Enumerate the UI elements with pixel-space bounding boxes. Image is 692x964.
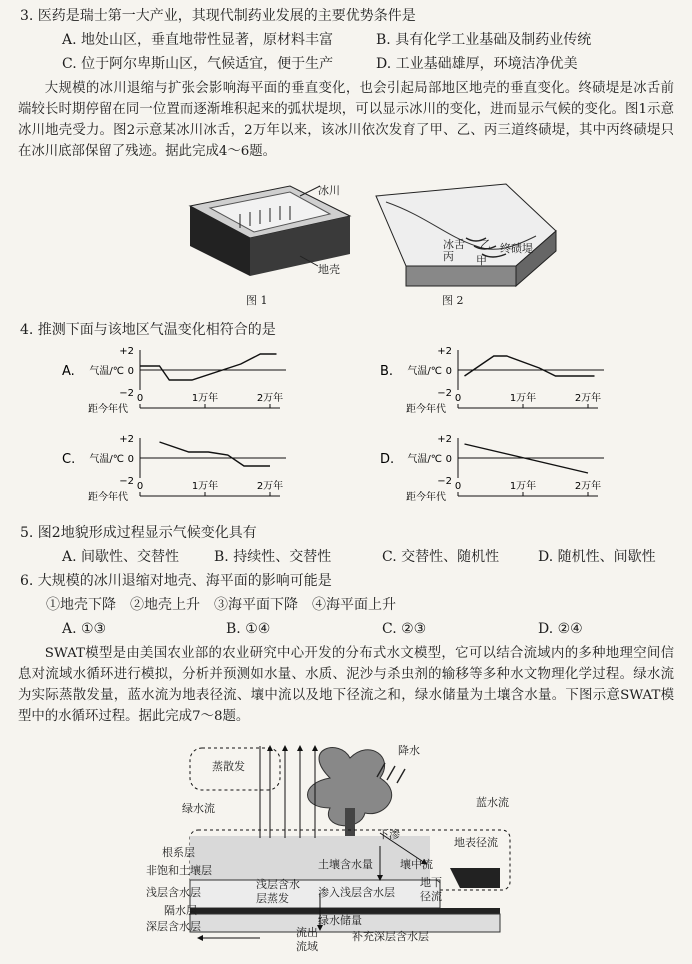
y-tick-top: +2 — [119, 434, 134, 445]
x-tick-label-1: 1万年 — [509, 393, 537, 404]
y-tick-mid: 0 — [445, 366, 452, 377]
y-axis-label: 气温/℃ — [407, 366, 442, 377]
y-axis-label: 气温/℃ — [89, 454, 124, 465]
fig2-label-jia: 甲 — [476, 254, 487, 267]
option-letter: B. — [380, 364, 394, 379]
q4-option-b-chart[interactable] — [378, 344, 638, 428]
y-tick-mid: 0 — [127, 366, 134, 377]
fig1-label-crust: 地壳 — [318, 263, 340, 276]
swat-shallow-aquifer-label: 浅层含水层 — [146, 886, 201, 899]
y-tick-bot: −2 — [437, 476, 452, 487]
x-tick-label-0: 0 — [136, 393, 144, 404]
option-letter: C. — [62, 452, 76, 467]
x-tick-label-1: 1万年 — [191, 481, 219, 492]
swat-root-layer-label: 根系层 — [162, 846, 195, 859]
x-tick-label-0: 0 — [136, 481, 144, 492]
swat-soil-water-label: 土壤含水量 — [318, 858, 373, 871]
passage-swat: SWAT模型是由美国农业部的农业研究中心开发的分布式水文模型，它可以结合流域内的多种地理空间信息对流域水循环进行模拟，分析并预测如水量、水质、泥沙与杀虫剂的输移等多种水文物理化学过程。绿水流为实际蒸散发量，蓝水流为地表径流、壤中流以及地下径流之和，绿水储量为土壤含水量。下图示意SWAT模型中的水循环过程。据此完成7～8题。 — [18, 646, 674, 724]
y-tick-top: +2 — [437, 434, 452, 445]
q5-stem: 5. 图2地貌形成过程显示气候变化具有 — [20, 525, 257, 541]
q4-chart-svg — [378, 432, 638, 516]
swat-rain-label: 降水 — [398, 744, 420, 757]
q3-option-d[interactable]: D. 工业基础雄厚，环境洁净优美 — [376, 56, 578, 72]
q3-stem: 3. 医药是瑞士第一大产业，其现代制药业发展的主要优势条件是 — [20, 8, 416, 24]
passage-glacier: 大规模的冰川退缩与扩张会影响海平面的垂直变化，也会引起局部地区地壳的垂直变化。终碛堤是冰舌前端较长时期停留在同一位置而逐渐堆积起来的弧状堤坝，可以显示冰川的变化，进而显示气候的变化。图1示意冰川地壳受力。图2示意某冰川冰舌，2万年以来，该冰川依次发育了甲、乙、丙三道终碛堤，其中丙终碛堤只在冰川底部保留了残迹。据此完成4～6题。 — [18, 81, 674, 159]
q5-option-c[interactable]: C. 交替性、随机性 — [382, 549, 500, 565]
q5-option-d[interactable]: D. 随机性、间歇性 — [538, 549, 656, 565]
y-tick-mid: 0 — [127, 454, 134, 465]
q5-option-b[interactable]: B. 持续性、交替性 — [214, 549, 332, 565]
series-line — [140, 354, 277, 380]
q4-option-d-chart[interactable] — [378, 432, 638, 516]
y-axis-label: 气温/℃ — [89, 366, 124, 377]
swat-shallow-evap-2: 层蒸发 — [256, 892, 289, 905]
swat-interflow-label: 壤中流 — [400, 858, 433, 871]
x-tick-label-2: 2万年 — [256, 393, 284, 404]
q3-option-b[interactable]: B. 具有化学工业基础及制药业传统 — [376, 32, 592, 48]
q6-stem: 6. 大规模的冰川退缩对地壳、海平面的影响可能是 — [20, 573, 332, 589]
swat-unsat-soil-label: 非饱和土壤层 — [146, 864, 212, 877]
fig2-label-yi: 乙 — [480, 238, 491, 251]
q4-chart-svg — [60, 432, 320, 516]
q4-stem: 4. 推测下面与该地区气温变化相符合的是 — [20, 322, 276, 338]
fig2-label-tongue-1: 冰舌 — [443, 238, 465, 251]
swat-groundwater-2: 径流 — [420, 890, 442, 903]
y-tick-bot: −2 — [437, 388, 452, 399]
fig1-caption: 图 1 — [246, 294, 268, 307]
swat-deep-aquifer-label: 深层含水层 — [146, 920, 201, 933]
x-axis-label: 距今年代 — [88, 404, 128, 415]
q5-option-a[interactable]: A. 间歇性、交替性 — [62, 549, 180, 565]
x-axis-label: 距今年代 — [406, 404, 446, 415]
q6-option-a[interactable]: A. ①③ — [62, 621, 107, 637]
swat-surface-runoff-label: 地表径流 — [454, 836, 498, 849]
q4-chart-svg — [60, 344, 320, 428]
q6-option-d[interactable]: D. ②④ — [538, 621, 583, 637]
swat-recharge-deep-label: 补充深层含水层 — [352, 930, 429, 943]
series-line — [465, 356, 595, 376]
option-letter: A. — [62, 364, 75, 379]
x-tick-label-0: 0 — [454, 393, 462, 404]
q3-option-c[interactable]: C. 位于阿尔卑斯山区，气候适宜，便于生产 — [62, 56, 334, 72]
y-axis-label: 气温/℃ — [407, 454, 442, 465]
y-tick-bot: −2 — [119, 388, 134, 399]
y-tick-top: +2 — [437, 346, 452, 357]
x-tick-label-2: 2万年 — [574, 481, 602, 492]
y-tick-top: +2 — [119, 346, 134, 357]
x-tick-label-2: 2万年 — [574, 393, 602, 404]
swat-green-flow-label: 绿水流 — [182, 802, 215, 815]
x-axis-label: 距今年代 — [88, 492, 128, 503]
q4-chart-svg — [378, 344, 638, 428]
q6-option-c[interactable]: C. ②③ — [382, 621, 427, 637]
q6-option-b[interactable]: B. ①④ — [226, 621, 271, 637]
x-tick-label-2: 2万年 — [256, 481, 284, 492]
fig1-label-glacier: 冰川 — [318, 184, 340, 197]
swat-shallow-evap-1: 浅层含水 — [256, 878, 300, 891]
swat-aquitard-label: 隔水层 — [164, 904, 197, 917]
swat-outflow-2: 流域 — [296, 940, 318, 953]
q3-option-a[interactable]: A. 地处山区，垂直地带性显著，原材料丰富 — [62, 32, 334, 48]
y-tick-mid: 0 — [445, 454, 452, 465]
swat-green-store-label: 绿水储量 — [318, 914, 362, 927]
swat-evap-label: 蒸散发 — [212, 760, 245, 773]
swat-blue-flow-label: 蓝水流 — [476, 796, 509, 809]
swat-outflow-1: 流出 — [296, 926, 318, 939]
swat-groundwater-1: 地下 — [420, 876, 442, 889]
fig2-label-moraine: 终碛堤 — [500, 242, 533, 255]
swat-seep-shallow-label: 渗入浅层含水层 — [318, 886, 395, 899]
series-line — [160, 442, 271, 466]
figure-2-glacier-tongue — [366, 176, 566, 291]
y-tick-bot: −2 — [119, 476, 134, 487]
fig2-caption: 图 2 — [442, 294, 464, 307]
x-axis-label: 距今年代 — [406, 492, 446, 503]
swat-infiltration-label: 下渗 — [378, 828, 400, 841]
q4-option-c-chart[interactable] — [60, 432, 320, 516]
x-tick-label-1: 1万年 — [191, 393, 219, 404]
x-tick-label-1: 1万年 — [509, 481, 537, 492]
x-tick-label-0: 0 — [454, 481, 462, 492]
q4-option-a-chart[interactable] — [60, 344, 320, 428]
fig2-label-tongue-2: 丙 — [443, 250, 454, 263]
q6-items: ①地壳下降 ②地壳上升 ③海平面下降 ④海平面上升 — [46, 597, 396, 613]
option-letter: D. — [380, 452, 395, 467]
